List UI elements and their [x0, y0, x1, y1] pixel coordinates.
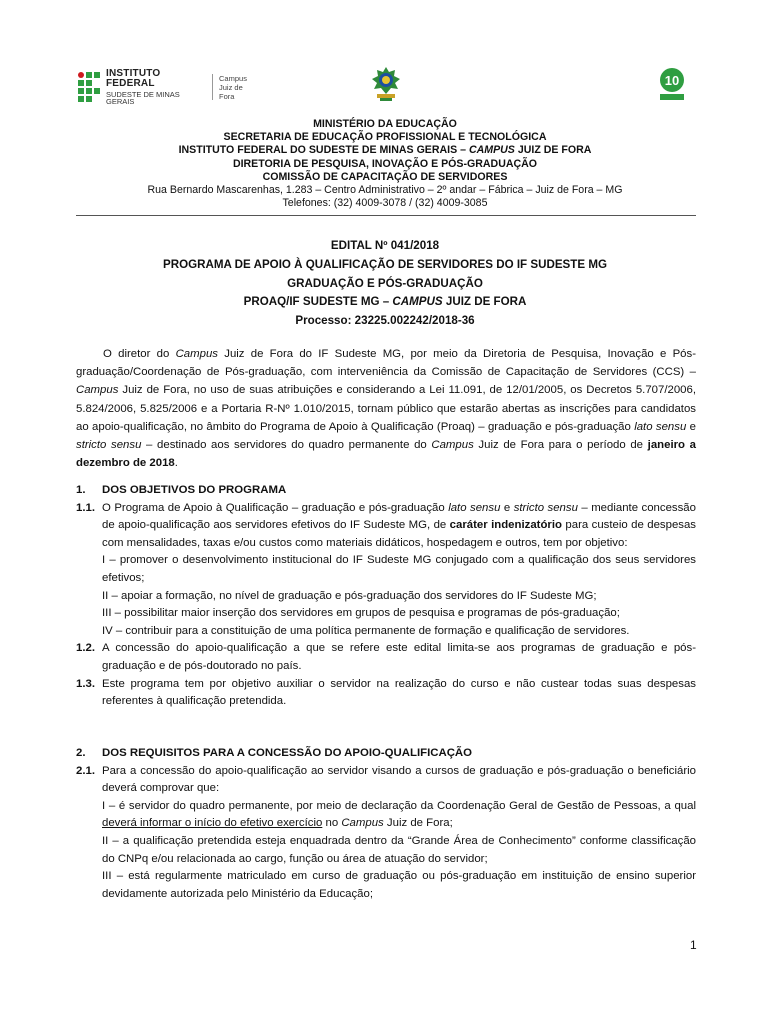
institute-name: INSTITUTO FEDERAL [106, 67, 161, 89]
edital-number: EDITAL Nº 041/2018 [330, 239, 440, 252]
republic-seal-icon [371, 66, 401, 102]
section-heading: 1. DOS OBJETIVOS DO PROGRAMA [76, 484, 287, 496]
sub-item: III – está regularmente matriculado em curso de graduação ou pós-graduação em instituição de ensino superior devidamente autorizada pelo Ministério da Educação; [102, 870, 696, 900]
campus-name: Juiz de Fora [219, 82, 243, 101]
list-item: 1.3. Este programa tem por objetivo auxiliar o servidor na realização do curso e não custear todas suas despesas referentes à qualificação pretendida. [76, 677, 696, 708]
page-number: 1 [690, 938, 697, 952]
sub-item: I – promover o desenvolvimento institucional do IF Sudeste MG conjugado com a qualificação dos seus servidores efetivos; [102, 554, 696, 584]
header-phones: Telefones: (32) 4009-3078 / (32) 4009-3085 [282, 197, 488, 210]
sub-item: II – apoiar a formação, no nível de graduação e pós-graduação dos servidores do IF Sudeste MG; [102, 589, 597, 602]
sub-item: III – possibilitar maior inserção dos servidores em grupos de pesquisa e programas de pós-graduação; [102, 607, 620, 620]
header-divider [76, 215, 696, 216]
header-secretariat: SECRETARIA DE EDUCAÇÃO PROFISSIONAL E TECNOLÓGICA [223, 131, 547, 144]
header-ministry: MINISTÉRIO DA EDUCAÇÃO [313, 118, 457, 130]
svg-text:10: 10 [664, 73, 680, 88]
list-item: 2.1. Para a concessão do apoio-qualificação ao servidor visando a cursos de graduação e pós-graduação o beneficiário deverá comprovar que: I – é servidor do quadro permanente, por meio de declaração da Coordenação Geral de Gestão de Pessoas, a qual deverá informar o início do efetivo exercício no Campus Juiz de Fora; II – a qualificação pretendida esteja enquadrada dentro da “Grande Área de Conhecimento” conforme classificação do CNPq e/ou relacionada ao cargo, função ou área de atuação do servidor; III – está regularmente matriculado em curso de graduação ou pós-graduação em instituição de ensino superior devidamente autorizada pelo Ministério da Educação; [76, 763, 696, 904]
section-objectives [76, 482, 696, 711]
sub-item: I – é servidor do quadro permanente, por meio de declaração da Coordenação Geral de Gestão de Pessoas, a qual deverá informar o início do efetivo exercício no Campus Juiz de Fora; [102, 799, 696, 830]
list-item: 1.2. A concessão do apoio-qualificação a que se refere este edital limita-se aos programas de graduação e pós-graduação e de pós-doutorado no país. [76, 642, 696, 672]
header-institute: INSTITUTO FEDERAL DO SUDESTE DE MINAS GERAIS – CAMPUS JUIZ DE FORA [178, 144, 592, 157]
anniversary-logo-icon [654, 66, 690, 102]
header-directorate: DIRETORIA DE PESQUISA, INOVAÇÃO E PÓS-GRADUAÇÃO [232, 157, 538, 170]
header-commission: COMISSÃO DE CAPACITAÇÃO DE SERVIDORES [262, 170, 508, 183]
edital-title [60, 237, 710, 331]
institute-logo-mark [78, 72, 100, 102]
program-level: GRADUAÇÃO E PÓS-GRADUAÇÃO [287, 276, 483, 290]
institute-logo [78, 67, 258, 106]
process-number: Processo: 23225.002242/2018-36 [295, 314, 475, 328]
program-campus: PROAQ/IF SUDESTE MG – CAMPUS JUIZ DE FORA [243, 295, 527, 309]
intro-paragraph: O diretor do Campus Juiz de Fora do IF Sudeste MG, por meio da Diretoria de Pesquisa, Inovação e Pós-graduação/Coordenação de Pós-graduação, com interveniência da Comissão de Capacitação de Servidores (CCS) – Campus Juiz de Fora, no uso de suas atribuições e considerando a Lei 11.091, de 12/01/2005, os Decretos 5.707/2006, 5.824/2006, 5.825/2006 e a Portaria R-Nº 1.010/2015, tornam público que estarão abertas as inscrições para candidatos ao apoio-qualificação, no âmbito do Programa de Apoio à Qualificação (Proaq) – graduação e pós-graduação lato sensu e stricto sensu – destinado aos servidores do quadro permanente do Campus Juiz de Fora para o período de janeiro a dezembro de 2018. [76, 348, 697, 470]
sub-item: II – a qualificação pretendida esteja enquadrada dentro da “Grande Área de Conhecimento” conforme classificação do CNPq e/ou relacionada ao cargo, função ou área de atuação do servidor; [102, 834, 696, 865]
header-address: Rua Bernardo Mascarenhas, 1.283 – Centro Administrativo – 2º andar – Fábrica – Juiz de Fora – MG [147, 184, 623, 197]
program-name: PROGRAMA DE APOIO À QUALIFICAÇÃO DE SERVIDORES DO IF SUDESTE MG [162, 257, 608, 271]
section-requirements [76, 745, 696, 903]
sub-item: IV – contribuir para a constituição de uma política permanente de formação e qualificação de servidores. [102, 624, 630, 637]
document-header [60, 118, 710, 210]
campus-label: Campus [219, 73, 247, 83]
section-heading: 2. DOS REQUISITOS PARA A CONCESSÃO DO APOIO-QUALIFICAÇÃO [76, 747, 473, 759]
institute-subname: SUDESTE DE MINAS GERAIS [106, 89, 180, 106]
list-item: 1.1. O Programa de Apoio à Qualificação – graduação e pós-graduação lato sensu e stricto sensu – mediante concessão de apoio-qualificação aos servidores efetivos do IF Sudeste MG, de caráter indenizatório para custeio de despesas com mensalidades, taxas e/ou custos como materiais didáticos, hospedagem e outros, tem por objetivo: I – promover o desenvolvimento institucional do IF Sudeste MG conjugado com a qualificação dos seus servidores efetivos; II – apoiar a formação, no nível de graduação e pós-graduação dos servidores do IF Sudeste MG; III – possibilitar maior inserção dos servidores em grupos de pesquisa e programas de pós-graduação; IV – contribuir para a constituição de uma política permanente de formação e qualificação de servidores. [76, 500, 696, 641]
